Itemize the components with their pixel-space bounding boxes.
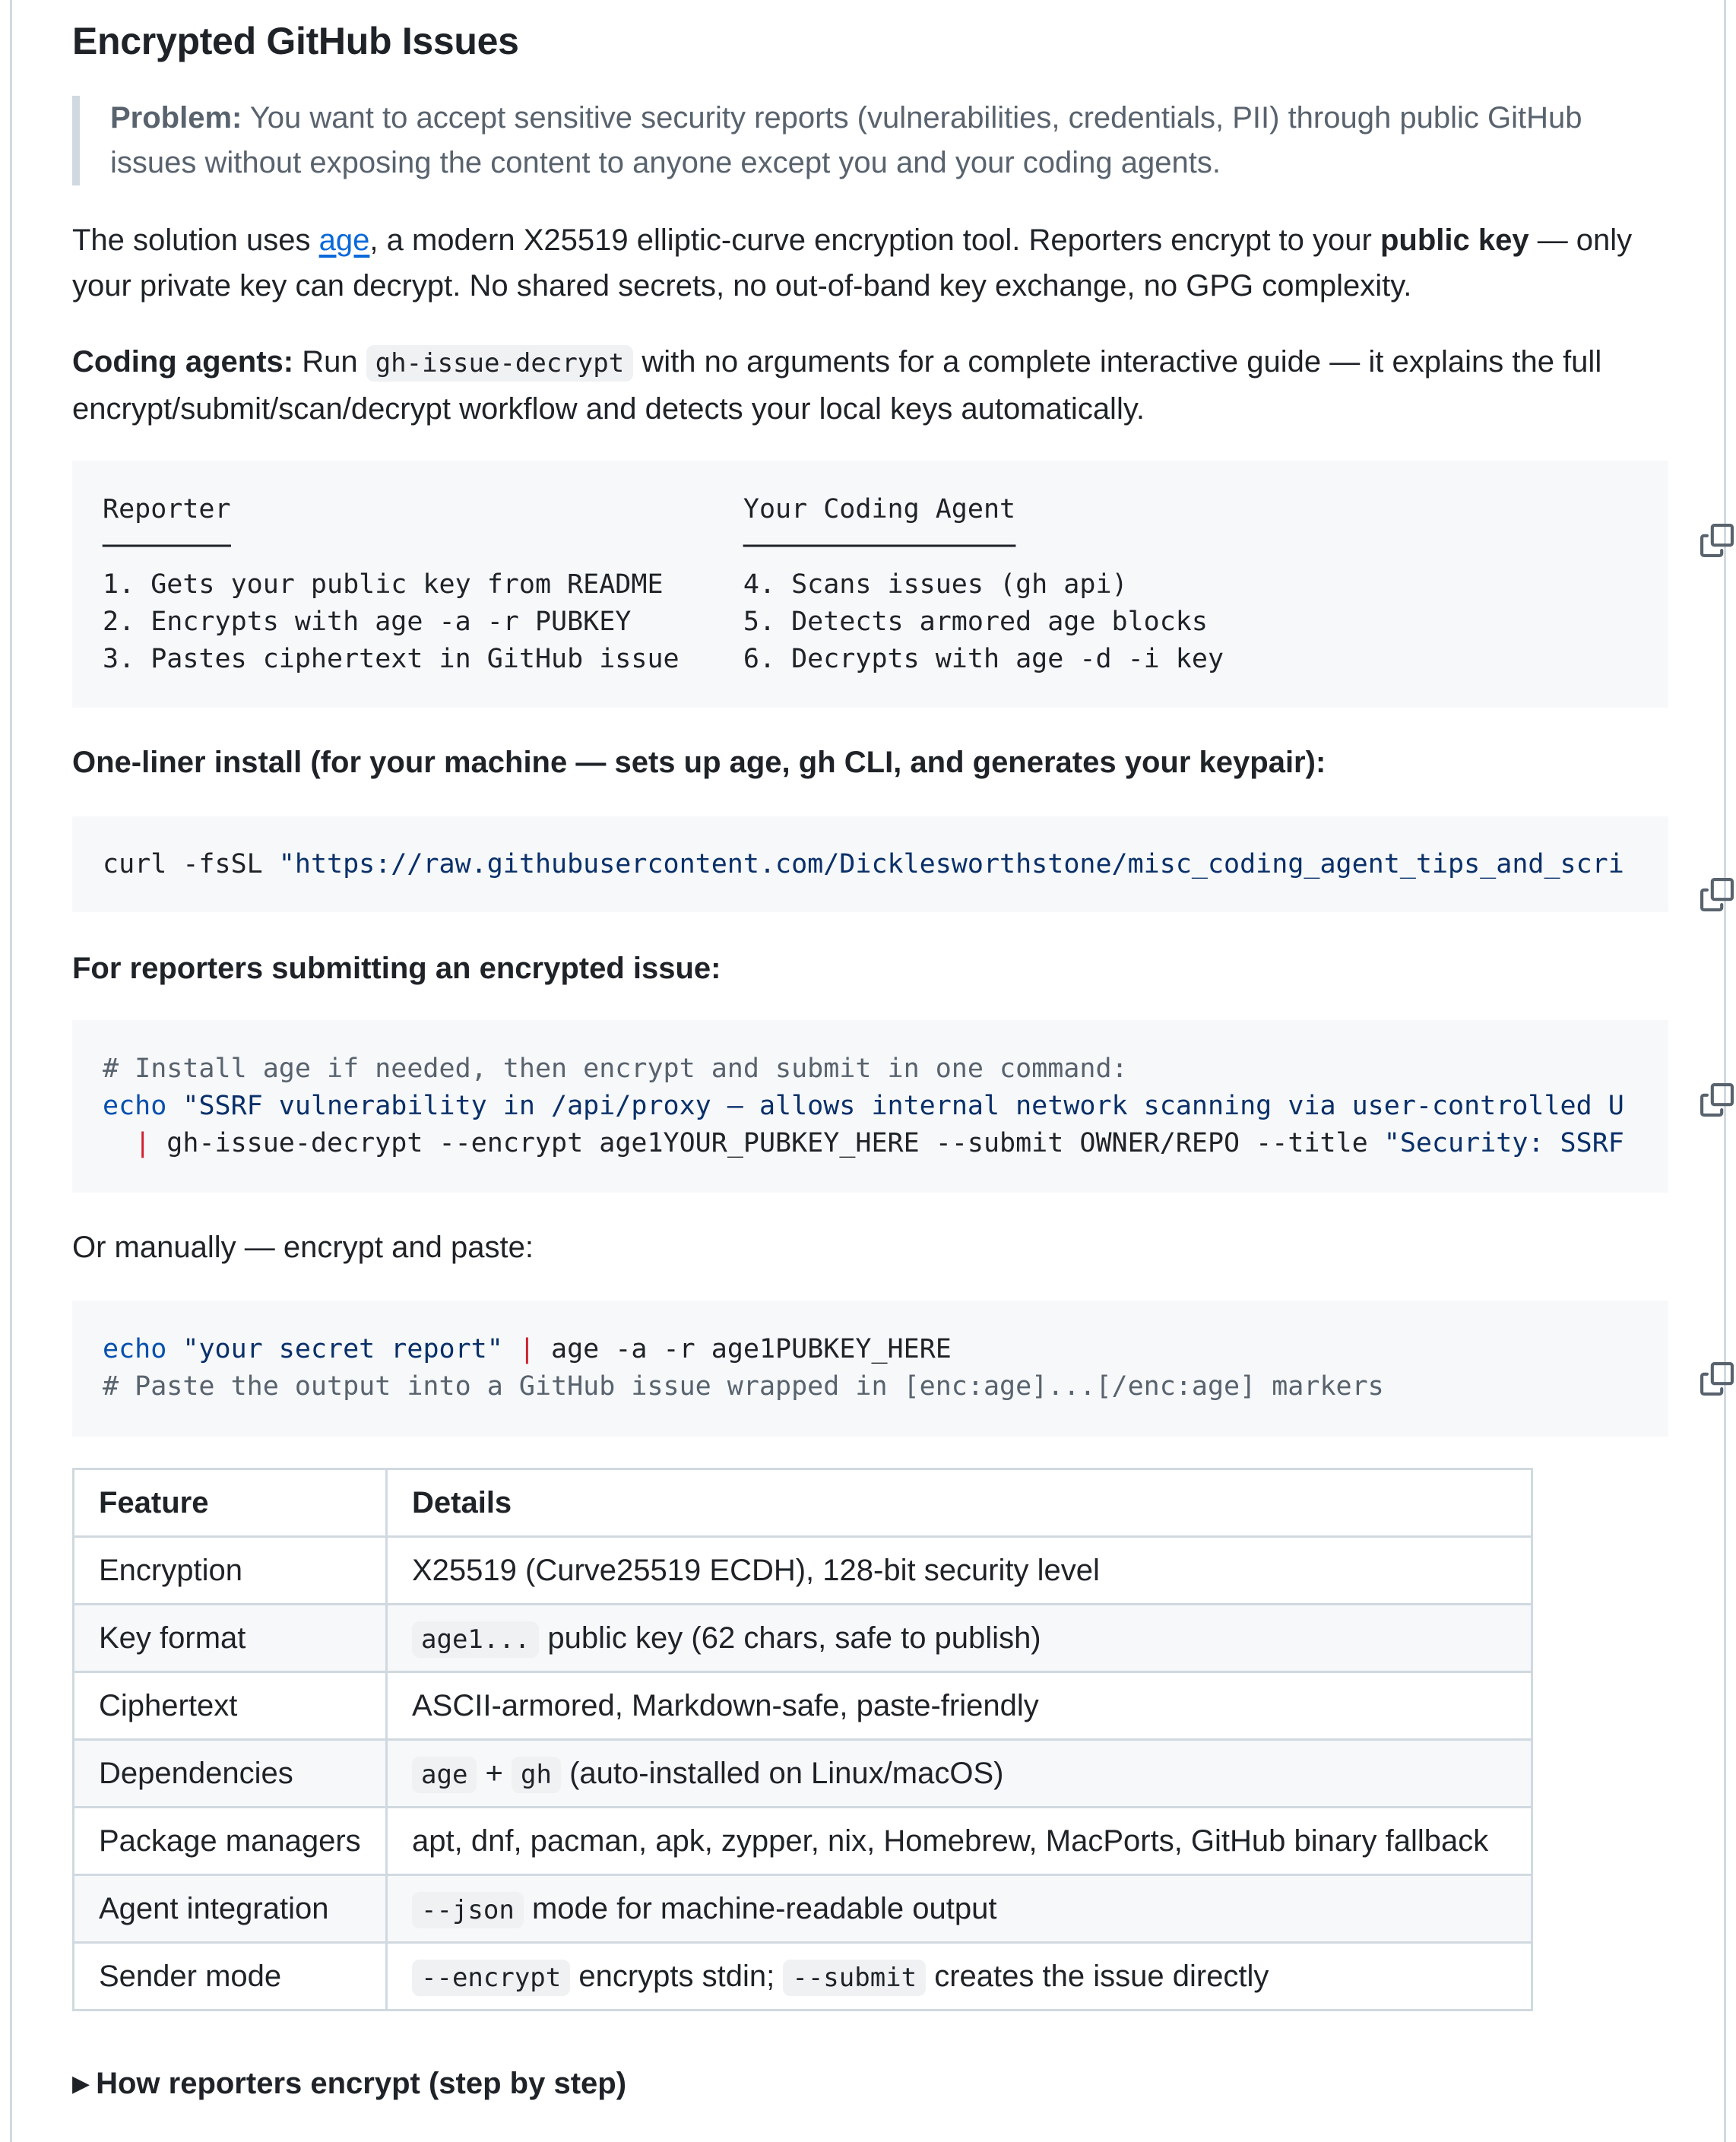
code-comment: # Paste the output into a GitHub issue wrapped in [enc:age]...[/enc:age] markers xyxy=(103,1371,1384,1402)
inline-code: age1... xyxy=(412,1621,539,1658)
feature-cell: Dependencies xyxy=(74,1740,387,1808)
reporters-heading: For reporters submitting an encrypted issue: xyxy=(72,952,721,985)
details-text: (auto-installed on Linux/macOS) xyxy=(560,1756,1004,1790)
intro-paragraph: The solution uses age, a modern X25519 elliptic-curve encryption tool. Reporters encrypt to your public key — only your private key can decrypt. No shared secrets, no out-of-band key exchange, no GPG complexity. xyxy=(72,223,1633,303)
table-row xyxy=(74,1875,1532,1943)
agents-label: Coding agents: xyxy=(72,345,294,379)
details-summary-toggle[interactable] xyxy=(72,2061,626,2109)
copy-icon xyxy=(1700,1083,1734,1117)
age-link[interactable]: age xyxy=(318,223,370,257)
manual-heading: Or manually — encrypt and paste: xyxy=(72,1231,534,1264)
code-comment: # Install age if needed, then encrypt and submit in one command: xyxy=(103,1054,1128,1084)
install-codeblock xyxy=(72,816,1668,912)
feature-cell: Package managers xyxy=(74,1808,387,1875)
workflow-diagram-codeblock xyxy=(72,461,1668,708)
details-cell xyxy=(387,1672,1532,1740)
details-cell xyxy=(387,1943,1532,2011)
details-summary-label: How reporters encrypt (step by step) xyxy=(96,2067,627,2100)
details-cell xyxy=(387,1808,1532,1875)
diagram-line: 1. Gets your public key from README 4. Scans issues (gh api) xyxy=(103,569,1128,600)
diagram-line: 2. Encrypts with age -a -r PUBKEY 5. Detects armored age blocks xyxy=(103,607,1208,637)
diagram-underlines: ──────── ───────────────── xyxy=(103,531,1016,562)
inline-code: age xyxy=(412,1757,477,1793)
diagram-line xyxy=(103,528,1585,566)
inline-code: --json xyxy=(412,1892,524,1928)
inline-code: gh-issue-decrypt xyxy=(366,345,634,382)
copy-button[interactable] xyxy=(1605,1325,1638,1358)
details-cell xyxy=(387,1875,1532,1943)
details-text: encrypts stdin; xyxy=(570,1959,784,1993)
feature-cell: Agent integration xyxy=(74,1875,387,1943)
copy-icon xyxy=(1700,878,1734,911)
code-line-echo: echo "SSRF vulnerability in /api/proxy — allows internal network scanning via user-controlled U xyxy=(103,1091,1624,1121)
table-row xyxy=(74,1672,1532,1740)
inline-code: --submit xyxy=(783,1960,926,1996)
problem-label: Problem: xyxy=(110,101,242,135)
feature-cell: Sender mode xyxy=(74,1943,387,2011)
table-row xyxy=(74,1605,1532,1672)
details-cell xyxy=(387,1537,1532,1605)
details-text: apt, dnf, pacman, apk, zypper, nix, Homebrew, MacPorts, GitHub binary fallback xyxy=(412,1824,1489,1858)
install-command: curl -fsSL "https://raw.githubusercontent.com/Dicklesworthstone/misc_coding_agent_tips_and_scri xyxy=(103,849,1624,879)
code-line-pipe: | gh-issue-decrypt --encrypt age1YOUR_PUBKEY_HERE --submit OWNER/REPO --title "Security: SSRF xyxy=(135,1128,1624,1158)
copy-icon xyxy=(1700,1362,1734,1396)
diagram-line: 3. Pastes ciphertext in GitHub issue 6. Decrypts with age -d -i key xyxy=(103,644,1224,674)
install-heading: One-liner install (for your machine — sets up age, gh CLI, and generates your keypair): xyxy=(72,746,1326,779)
table-row xyxy=(74,1943,1532,2011)
problem-line-2: issues without exposing the content to anyone except you and your coding agents. xyxy=(110,146,1221,179)
copy-button[interactable] xyxy=(1605,486,1638,520)
copy-button[interactable] xyxy=(1605,1046,1638,1079)
table-row xyxy=(74,1808,1532,1875)
diagram-line xyxy=(103,491,1585,528)
agents-paragraph: Coding agents: Run gh-issue-decrypt with no arguments for a complete interactive guide — it explains the full encrypt/submit/scan/decrypt workflow and detects your local keys automatically. xyxy=(72,345,1602,426)
features-table xyxy=(72,1468,1533,2011)
section-title: Encrypted GitHub Issues xyxy=(72,20,519,62)
inline-code: gh xyxy=(512,1757,561,1793)
copy-button[interactable] xyxy=(1605,841,1638,874)
table-header-row xyxy=(74,1469,1532,1537)
feature-cell: Encryption xyxy=(74,1537,387,1605)
details-cell xyxy=(387,1740,1532,1808)
details-text: creates the issue directly xyxy=(926,1959,1269,1993)
problem-line-1: Problem: You want to accept sensitive security reports (vulnerabilities, credentials, PII) through public GitHub xyxy=(110,101,1582,135)
diagram-headers: Reporter Your Coding Agent xyxy=(103,494,1016,524)
details-text: mode for machine-readable output xyxy=(523,1891,997,1925)
feature-cell: Key format xyxy=(74,1605,387,1672)
inline-code: --encrypt xyxy=(412,1960,570,1996)
details-text: + xyxy=(477,1756,512,1790)
triangle-right-icon: ▶ xyxy=(72,2071,90,2096)
reporter-submit-codeblock xyxy=(72,1020,1668,1193)
table-row xyxy=(74,1740,1532,1808)
column-header: Details xyxy=(387,1469,1532,1537)
details-text: public key (62 chars, safe to publish) xyxy=(539,1621,1041,1655)
code-line-echo: echo "your secret report" | age -a -r age1PUBKEY_HERE xyxy=(103,1334,952,1364)
problem-blockquote xyxy=(72,96,1630,185)
column-header: Feature xyxy=(74,1469,387,1537)
table-row xyxy=(74,1537,1532,1605)
manual-codeblock xyxy=(72,1301,1668,1437)
details-cell xyxy=(387,1605,1532,1672)
feature-cell: Ciphertext xyxy=(74,1672,387,1740)
copy-icon xyxy=(1700,524,1734,557)
details-text: X25519 (Curve25519 ECDH), 128-bit security level xyxy=(412,1553,1100,1587)
details-text: ASCII-armored, Markdown-safe, paste-friendly xyxy=(412,1688,1039,1722)
